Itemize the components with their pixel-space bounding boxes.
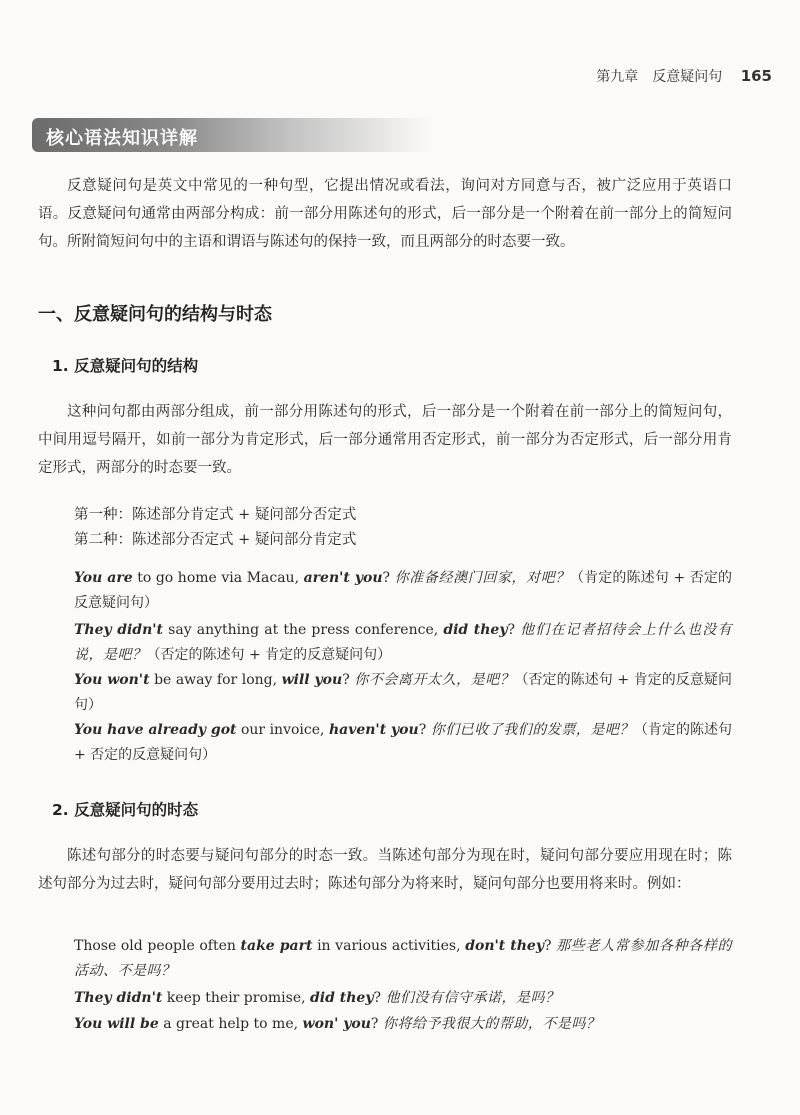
example-qmark: ?	[382, 570, 395, 586]
example-qmark: ?	[370, 1016, 383, 1032]
example-2	[74, 618, 732, 668]
example-tag: haven't you	[328, 722, 419, 738]
example-middle: to go home via Macau,	[132, 570, 304, 586]
section-banner	[32, 118, 432, 152]
chapter-title: 第九章 反意疑问句	[596, 69, 723, 85]
tense-paragraph: 陈述句部分的时态要与疑问句部分的时态一致。当陈述句部分为现在时，疑问句部分要应用现在时；陈述句部分为过去时，疑问句部分要用过去时；陈述句部分为将来时，疑问句部分也要用将来时。例如：	[38, 848, 732, 892]
section-heading: 一、反意疑问句的结构与时态	[38, 304, 272, 325]
formula-1: 第一种：陈述部分肯定式 + 疑问部分否定式	[74, 507, 357, 523]
example-subject: You will be	[74, 1016, 159, 1032]
example-3	[74, 668, 732, 718]
tense-example-3	[74, 1012, 732, 1037]
example-4	[74, 718, 732, 768]
example-note: （肯定的陈述句 + 否定的反意疑问句）	[74, 722, 732, 763]
example-1	[74, 566, 732, 616]
structure-paragraph: 这种问句都由两部分组成，前一部分用陈述句的形式，后一部分是一个附着在前一部分上的简短问句，中间用逗号隔开，如前一部分为肯定形式，后一部分通常用否定形式，前一部分为否定形式，后一部分用肯定形式，两部分的时态要一致。	[38, 404, 732, 476]
example-tag: aren't you	[303, 570, 383, 586]
example-middle: keep their promise,	[162, 990, 311, 1006]
intro-paragraph: 反意疑问句是英文中常见的一种句型，它提出情况或看法，询问对方同意与否，被广泛应用于英语口语。反意疑问句通常由两部分构成：前一部分用陈述句的形式，后一部分是一个附着在前一部分上的简短问句。所附简短问句中的主语和谓语与陈述句的保持一致，而且两部分的时态要一致。	[38, 178, 732, 250]
example-subject: They didn't	[74, 622, 164, 638]
subsection-heading-tense: 2. 反意疑问句的时态	[52, 801, 199, 819]
page-header	[596, 66, 772, 86]
example-translation: 那些老人常参加各种各样的活动、不是吗？	[74, 938, 732, 979]
example-translation: 他们在记者招待会上什么也没有说，是吧？	[74, 622, 732, 663]
example-tag: don't they	[465, 938, 544, 954]
example-tag: did they	[310, 990, 374, 1006]
tense-example-1	[74, 934, 732, 984]
example-subject: You are	[74, 570, 133, 586]
example-translation: 你准备经澳门回家，对吧？	[394, 570, 571, 586]
example-middle: say anything at the press conference,	[163, 622, 444, 638]
example-qmark: ?	[507, 622, 521, 638]
example-translation: 他们没有信守承诺，是吗？	[385, 990, 560, 1006]
example-note: （肯定的陈述句 + 否定的反意疑问句）	[74, 570, 732, 611]
banner-title: 核心语法知识详解	[46, 128, 198, 149]
example-subject: You won't	[74, 672, 150, 688]
example-subject: They didn't	[74, 990, 163, 1006]
example-middle: our invoice,	[236, 722, 329, 738]
example-middle: be away for long,	[149, 672, 282, 688]
example-qmark: ?	[418, 722, 431, 738]
tense-example-2	[74, 986, 732, 1011]
example-qmark: ?	[342, 672, 355, 688]
example-tag: won' you	[302, 1016, 371, 1032]
example-subject: You have already got	[74, 722, 237, 738]
formula-2: 第二种：陈述部分否定式 + 疑问部分肯定式	[74, 532, 357, 548]
subsection-heading-structure: 1. 反意疑问句的结构	[52, 357, 199, 375]
example-note: （否定的陈述句 + 肯定的反意疑问句）	[74, 672, 732, 713]
example-middle: in various activities,	[312, 938, 466, 954]
example-translation: 你们已收了我们的发票，是吧？	[430, 722, 634, 738]
example-translation: 你将给予我很大的帮助，不是吗？	[382, 1016, 601, 1032]
example-qmark: ?	[373, 990, 386, 1006]
example-prefix: Those old people often	[74, 938, 241, 954]
example-qmark: ?	[543, 938, 557, 954]
example-tag: did they	[443, 622, 508, 638]
example-note: （否定的陈述句 + 肯定的反意疑问句）	[146, 647, 392, 663]
page-number: 165	[740, 67, 772, 85]
example-subject: take part	[240, 938, 313, 954]
example-tag: will you	[281, 672, 343, 688]
example-translation: 你不会离开太久，是吧？	[354, 672, 515, 688]
example-middle: a great help to me,	[158, 1016, 303, 1032]
